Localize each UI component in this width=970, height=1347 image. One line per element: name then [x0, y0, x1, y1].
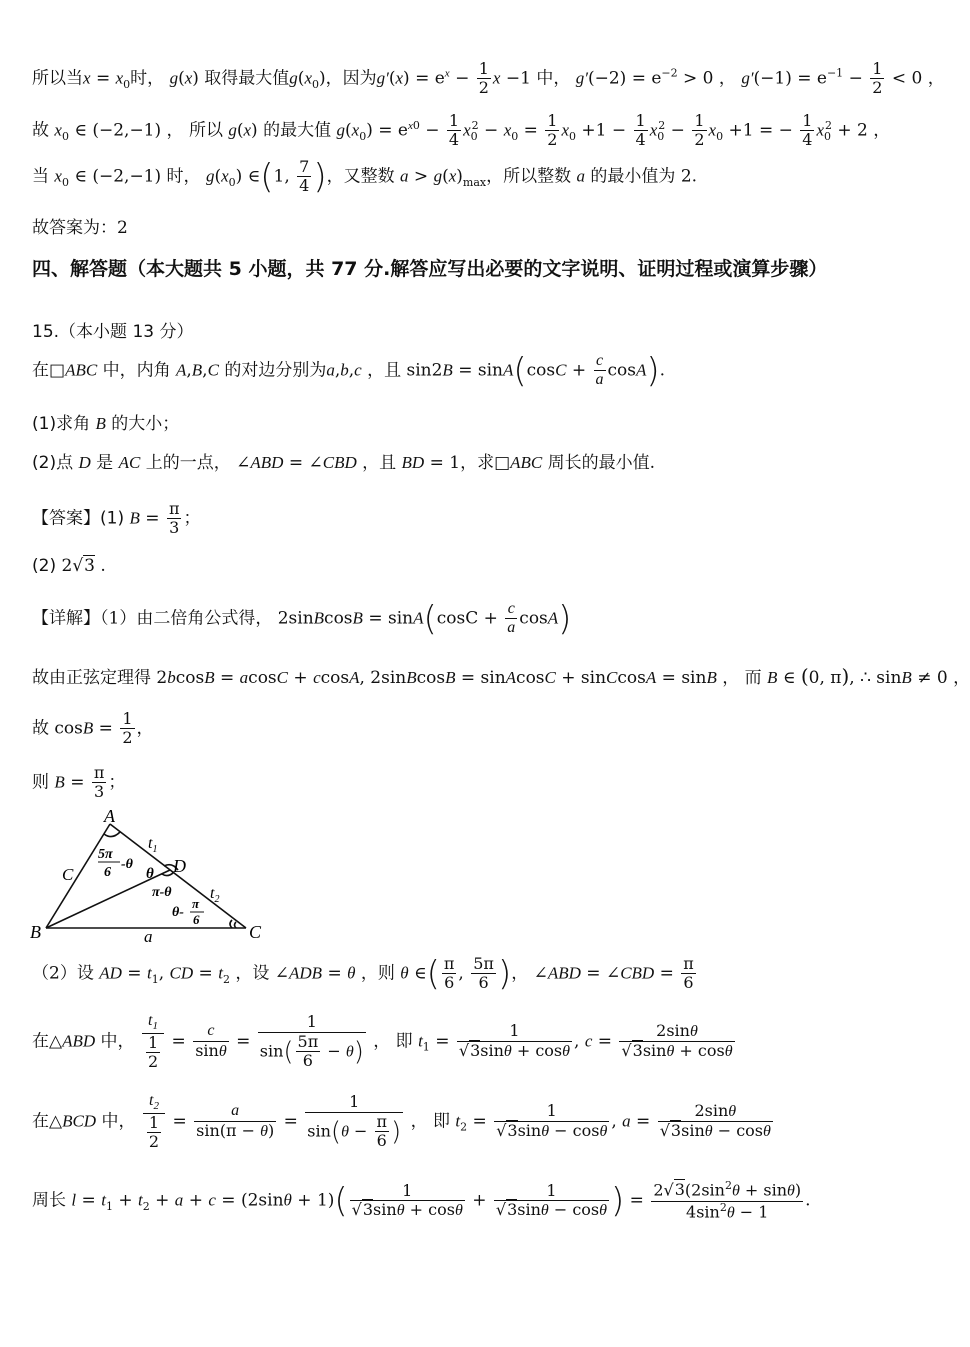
angle-arc-c1 — [230, 920, 232, 928]
label-angle-3: θ- — [172, 905, 184, 920]
detail-line-1: 【详解】（1）由二倍角公式得， 2sinBcosB = sinA(cosC + $\frac{c}{a}$ cosA) — [32, 598, 572, 639]
label-theta: θ — [146, 866, 154, 882]
label-b: B — [30, 922, 41, 942]
text-line-3: 当 $x_0$ ∈ (−2,−1) 时， $g(x_0)$ ∈(1, $\frac{7}{4}$ )，又整数 $a > g(x)_{max}$，所以整数 a 的最小值为 2. — [32, 156, 698, 197]
label-angle-1-theta: -θ — [121, 857, 133, 872]
detail-line-4: 则 B = $\frac{\pi}{3}$ ； — [32, 763, 126, 802]
answer-line: 故答案为：2 — [32, 218, 128, 238]
label-angle-1-num: 5π — [98, 847, 113, 862]
triangle-diagram — [28, 806, 278, 946]
text-line-1: 所以当$x = x_0$时， g(x) 取得最大值$g(x_0)$，因为$g'(x) = e^x$ − $\frac{1}{2}$ x −1 中， $g'(-2) = e^{-2} > 0$ ， $g'(-1) = e^{-1}$ − $\frac{1}{2}$ < 0 ， — [32, 59, 945, 98]
label-d: D — [173, 856, 186, 876]
part-2: (2)点 D 是 AC 上的一点， ∠ABD = ∠CBD ，且 BD = 1，求□ABC 周长的最小值. — [32, 453, 656, 473]
solution-line-4: 周长 $l = t_1 + t_2 + a + c = (2\sin\theta + 1)$( $\frac{1}{√3\sin\theta + \cos\theta}$ + $\frac{1}{√3\sin\theta - \cos\theta}$ ) = $\frac{2√3(2\sin^2\theta + \sin\theta)}{4\sin^2\theta - 1}$ . — [32, 1179, 811, 1222]
label-c: C — [249, 922, 262, 942]
answer-1: 【答案】(1) B = $\frac{\pi}{3}$ ； — [32, 499, 201, 538]
angle-arc-c2 — [235, 922, 237, 928]
label-side-a: a — [144, 927, 153, 946]
part-1: (1)求角 B 的大小； — [32, 414, 180, 434]
question-stem: 在□ABC 中，内角 A,B,C 的对边分别为a,b,c ，且 sin2B = sinA(cosC + $\frac{c}{a}$ cosA). — [32, 350, 666, 391]
solution-line-1: （2）设 AD = $t_1$, CD = $t_2$ ，设 ∠ADB = θ ，则 θ ∈( $\frac{\pi}{6}$ , $\frac{5\pi}{6}$ )， ∠ABD = ∠CBD = $\frac{\pi}{6}$ — [32, 953, 694, 994]
detail-line-3: 故 cosB = $\frac{1}{2}$ ， — [32, 709, 154, 748]
question-number: 15.（本小题 13 分） — [32, 322, 194, 342]
detail-line-2: 故由正弦定理得 2bcosB = acosC + ccosA, 2sinBcosB = sinAcosC + sinCcosA = sinB ， 而 B ∈ (0, π), ∴ sinB ≠ 0 ， — [32, 664, 970, 688]
section-heading: 四、解答题（本大题共 5 小题，共 77 分.解答应写出必要的文字说明、证明过程或演算步骤） — [32, 258, 828, 280]
text-line-2: 故 $x_0$ ∈ (−2,−1) ， 所以 g(x) 的最大值 $g(x_0) = e^{x0}$ − $\frac{1}{4}$ $x_0^2 - x_0$ = $\frac{1}{2}$ $x_0 +1$ − $\frac{1}{4}$ $x_0^2$ − $\frac{1}{2}$ $x_0 +1$ = − $\frac{1}{4}$ $x_0^2 + 2$ ， — [32, 111, 891, 150]
label-angle-3-num: π — [192, 896, 200, 911]
label-angle-2: π-θ — [152, 885, 172, 900]
label-t2: $t_2$ — [210, 885, 220, 905]
label-side-c: C — [62, 865, 74, 884]
label-a: A — [104, 806, 115, 826]
angle-arc-a — [104, 832, 120, 837]
answer-2: (2) 2√3 . — [32, 556, 106, 576]
solution-line-3: 在△BCD 中， $\frac{t_2}{\frac{1}{2}}$ = $\frac{a}{\sin(\pi - \theta)}$ = 1 sin(θ − $\frac{\pi}{6}$ ) ， 即 $t_2$ = $\frac{1}{√3\sin\theta - \cos\theta}$ , a = $\frac{2\sin\theta}{√3\sin\theta - \cos\theta}$ — [32, 1092, 771, 1152]
label-t1: $t_1$ — [148, 835, 158, 855]
solution-line-2: 在△ABD 中， $\frac{t_1}{\frac{1}{2}}$ = $\frac{c}{\sin\theta}$ = 1 sin( $\frac{5\pi}{6}$ − θ) ， 即 $t_1$ = $\frac{1}{√3\sin\theta + \cos\theta}$ , c = $\frac{2\sin\theta}{√3\sin\theta + \cos\theta}$ — [32, 1012, 733, 1072]
label-angle-3-den: 6 — [193, 912, 200, 927]
label-angle-1-den: 6 — [104, 865, 111, 880]
